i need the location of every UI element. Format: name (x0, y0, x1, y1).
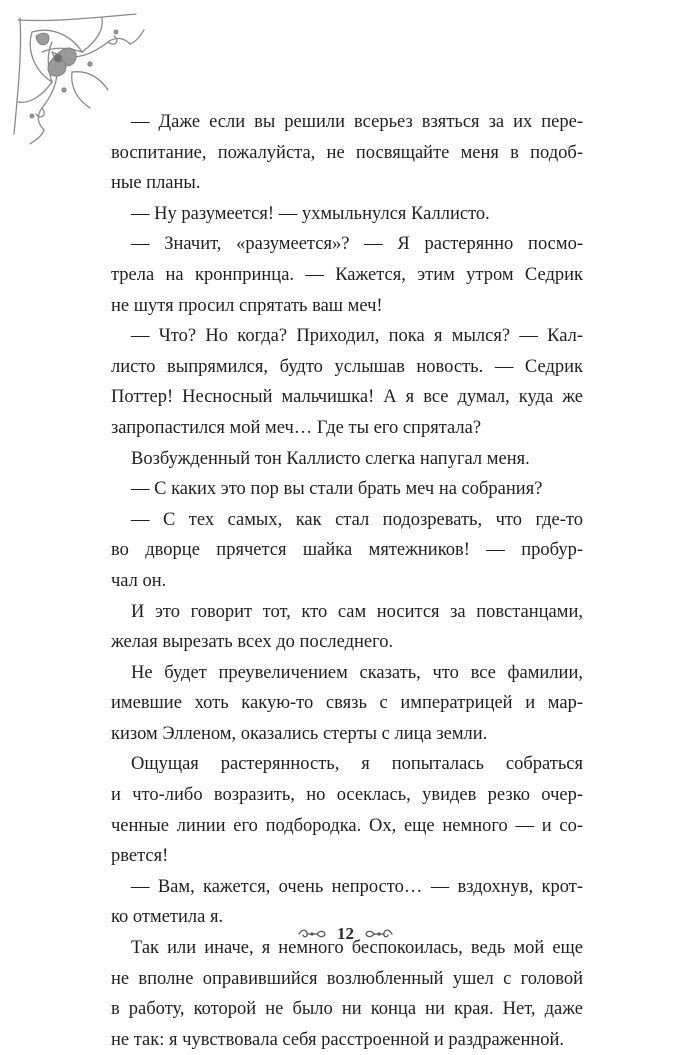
text-line: рвется! (111, 846, 169, 867)
text-line: и что-либо возразить, но осеклась, увидев резко очер- (111, 785, 583, 806)
page-number: 12 (337, 924, 354, 944)
text-line: Ощущая растерянность, я попыталась собраться (131, 754, 583, 775)
paragraph (111, 658, 583, 750)
paragraph (111, 474, 583, 505)
paragraph (111, 933, 583, 1055)
text-line: И это говорит тот, кто сам носится за повстанцами, (131, 601, 583, 622)
text-line: воспитание, пожалуйста, не посвящайте меня в подоб- (111, 142, 583, 163)
text-line: — Даже если вы решили всерьез взяться за их пере- (131, 112, 583, 132)
paragraph (111, 199, 583, 230)
paragraph (111, 749, 583, 871)
text-line: — С тех самых, как стал подозревать, что где-то (131, 509, 583, 530)
text-line: желая вырезать всех до последнего. (111, 632, 394, 653)
text-line: имевшие хоть какую-то связь с императрицей и мар- (111, 693, 583, 714)
left-scroll-ornament-icon (297, 927, 327, 941)
text-line: — Что? Но когда? Приходил, пока я мылся? — Кал- (131, 326, 583, 347)
paragraph (111, 505, 583, 597)
text-line: ко отметила я. (111, 907, 224, 928)
page-body-text (111, 107, 583, 1055)
text-line: трела на кронпринца. — Кажется, этим утром Седрик (111, 264, 583, 285)
text-line: — Ну разумеется! — ухмыльнулся Каллисто. (131, 203, 490, 224)
paragraph (111, 597, 583, 658)
text-line: не так: я чувствовала себя расстроенной и раздраженной. (111, 1029, 565, 1050)
text-line: не вполне оправившийся возлюбленный ушел с головой (111, 968, 583, 989)
text-line: Возбужденный тон Каллисто слегка напугал меня. (131, 448, 530, 469)
text-line: — С каких это пор вы стали брать меч на собрания? (131, 479, 543, 500)
text-line: — Значит, «разумеется»? — Я растерянно посмо- (131, 234, 583, 255)
text-line: ные планы. (111, 173, 201, 194)
page-number-footer (0, 923, 691, 944)
text-line: ченные линии его подбородка. Ох, еще немного — и со- (111, 815, 583, 836)
paragraph (111, 229, 583, 321)
text-line: не шутя просил спрятать ваш меч! (111, 295, 383, 316)
text-line: кизом Элленом, оказались стерты с лица земли. (111, 723, 488, 744)
text-line: Поттер! Несносный мальчишка! А я все думал, куда же (111, 387, 583, 408)
text-line: в работу, которой не было ни конца ни края. Нет, даже (111, 999, 583, 1020)
right-scroll-ornament-icon (364, 927, 394, 941)
paragraph (111, 321, 583, 443)
paragraph (111, 444, 583, 475)
text-line: Не будет преувеличением сказать, что все фамилии, (131, 662, 583, 683)
text-line: листо выпрямился, будто услышав новость. — Седрик (111, 356, 583, 377)
paragraph (111, 107, 583, 199)
text-line: — Вам, кажется, очень непросто… — вздохнув, крот- (131, 876, 583, 897)
text-line: запропастился мой меч… Где ты его спрятала? (111, 417, 482, 438)
text-line: во дворце прячется шайка мятежников! — пробур- (111, 540, 583, 561)
text-line: Так или иначе, я немного беспокоилась, ведь мой еще (131, 938, 583, 959)
text-line: чал он. (111, 570, 167, 591)
